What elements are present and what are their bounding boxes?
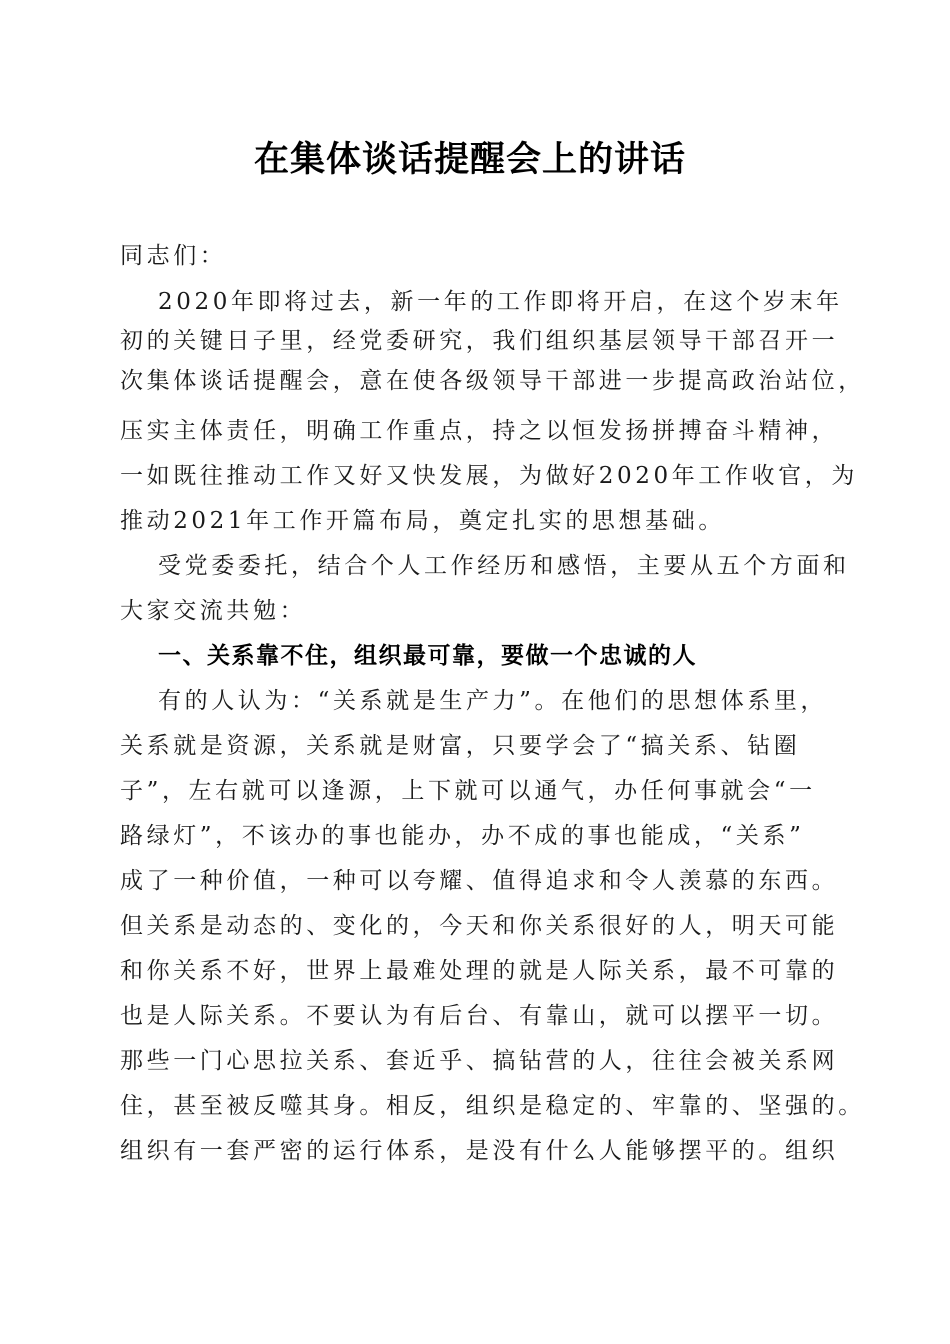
paragraph-line: 子”，左右就可以逢源，上下就可以通气，办任何事就会“一: [120, 778, 816, 804]
paragraph-line: 住，甚至被反噬其身。相反，组织是稳定的、牢靠的、坚强的。: [120, 1093, 865, 1119]
salutation: 同志们：: [120, 243, 227, 269]
paragraph-line: 大家交流共勉：: [120, 598, 307, 624]
paragraph-line: 但关系是动态的、变化的，今天和你关系很好的人，明天可能: [120, 913, 839, 939]
paragraph-line: 关系就是资源，关系就是财富，只要学会了“搞关系、钻圈: [120, 733, 801, 759]
paragraph-line: 初的关键日子里，经党委研究，我们组织基层领导干部召开一: [120, 328, 839, 354]
paragraph-line: 组织有一套严密的运行体系，是没有什么人能够摆平的。组织: [120, 1138, 839, 1164]
paragraph-line: 和你关系不好，世界上最难处理的就是人际关系，最不可靠的: [120, 958, 839, 984]
paragraph-line: 压实主体责任，明确工作重点，持之以恒发扬拼搏奋斗精神，: [120, 418, 839, 444]
paragraph-line: 次集体谈话提醒会，意在使各级领导干部进一步提高政治站位，: [120, 368, 865, 394]
paragraph-line: 也是人际关系。不要认为有后台、有靠山，就可以摆平一切。: [120, 1003, 839, 1029]
paragraph-line: 一如既往推动工作又好又快发展，为做好2020年工作收官，为: [120, 463, 858, 489]
paragraph-line: 成了一种价值，一种可以夸耀、值得追求和令人羡慕的东西。: [120, 868, 839, 894]
paragraph-line: 2020年即将过去，新一年的工作即将开启，在这个岁末年: [158, 289, 843, 315]
section-heading: 一、关系靠不住，组织最可靠，要做一个忠诚的人: [158, 643, 697, 669]
paragraph-line: 推动2021年工作开篇布局，奠定扎实的思想基础。: [120, 508, 725, 534]
paragraph-line: 有的人认为：“关系就是生产力”。在他们的思想体系里，: [158, 688, 828, 714]
paragraph-line: 路绿灯”，不该办的事也能办，办不成的事也能成，“关系”: [120, 823, 805, 849]
paragraph-line: 那些一门心思拉关系、套近乎、搞钻营的人，往往会被关系网: [120, 1048, 839, 1074]
paragraph-line: 受党委委托，结合个人工作经历和感悟，主要从五个方面和: [158, 553, 850, 579]
document-title: 在集体谈话提醒会上的讲话: [253, 139, 686, 180]
